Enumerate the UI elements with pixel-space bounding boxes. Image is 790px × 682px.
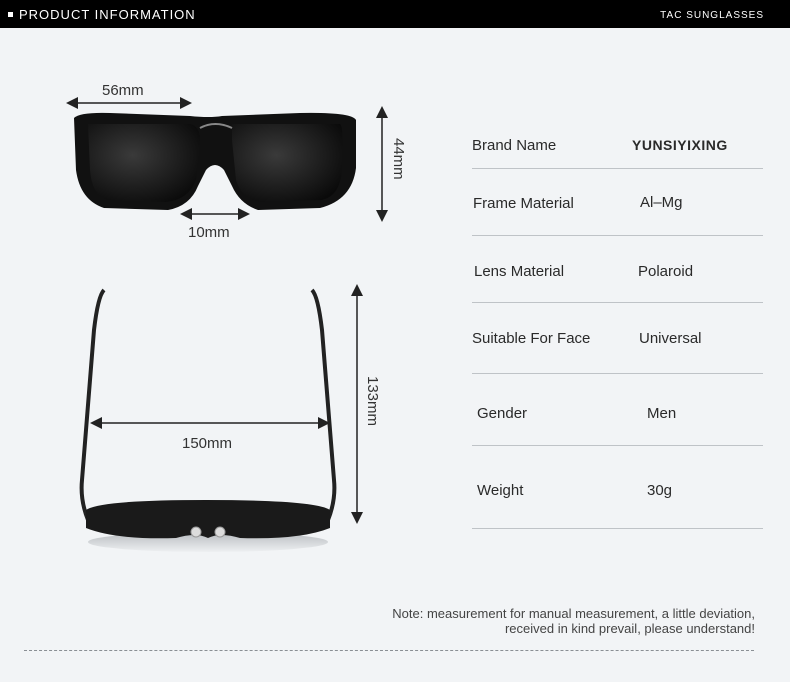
spec-row-gender	[472, 374, 763, 446]
spec-label: Brand Name	[472, 137, 557, 154]
note-line-1: Note: measurement for manual measurement, a little deviation,	[392, 606, 755, 621]
spec-label: Lens Material	[474, 263, 565, 280]
spec-row-frame-material	[472, 169, 763, 236]
spec-label: Frame Material	[473, 195, 574, 212]
spec-label: Gender	[477, 405, 528, 422]
front-view-glasses	[74, 113, 356, 210]
temple-length-label: 133mm	[364, 376, 381, 427]
front-right-lens	[232, 124, 343, 202]
note-line-2: received in kind prevail, please understand!	[504, 621, 755, 636]
dashed-divider	[24, 650, 754, 651]
frame-width-label: 150mm	[182, 435, 233, 452]
spec-label: Weight	[477, 482, 524, 499]
spec-value: Polaroid	[638, 263, 694, 280]
measurement-note	[392, 606, 755, 636]
spec-row-weight	[472, 446, 763, 529]
spec-value: YUNSIYIXING	[632, 137, 728, 153]
bridge-label: 10mm	[188, 224, 230, 241]
spec-value: 30g	[647, 482, 673, 499]
right-temple	[312, 290, 334, 520]
spec-label: Suitable For Face	[472, 330, 591, 347]
top-view-glasses	[82, 290, 335, 552]
top-frame	[86, 500, 330, 538]
spec-value: Universal	[639, 330, 702, 347]
left-temple	[82, 290, 104, 520]
spec-value: Al–Mg	[640, 194, 683, 211]
header-title-text: PRODUCT INFORMATION	[19, 7, 196, 22]
lens-height-label: 44mm	[390, 138, 407, 180]
spec-row-brand	[472, 120, 763, 169]
lens-width-label: 56mm	[102, 82, 144, 99]
header-tag: TAC SUNGLASSES	[660, 10, 764, 21]
front-left-lens	[88, 124, 200, 202]
spec-row-face	[472, 303, 763, 374]
spec-value: Men	[647, 405, 677, 422]
spec-row-lens-material	[472, 236, 763, 303]
